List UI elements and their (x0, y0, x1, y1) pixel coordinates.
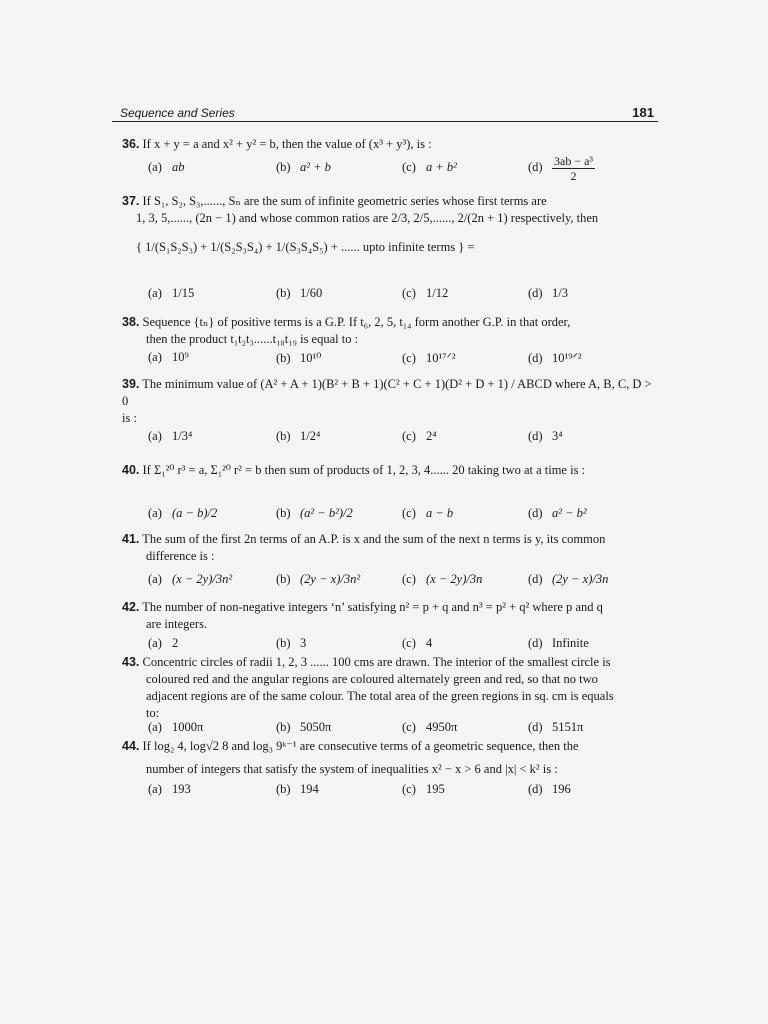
question-number: 41. (122, 532, 140, 546)
option-c: (c) 2⁴ (402, 429, 437, 443)
option-b: (b) 3 (276, 636, 307, 650)
option-d: (d) 1/3 (528, 286, 568, 300)
question-number: 44. (122, 739, 140, 753)
option-b: (b) (2y − x)/3n² (276, 572, 361, 586)
question-number: 39. (122, 377, 140, 391)
question-number: 36. (122, 137, 140, 151)
option-c: (c) (x − 2y)/3n (402, 572, 483, 586)
options-41 (148, 572, 658, 602)
option-a: (a) (x − 2y)/3n² (148, 572, 233, 586)
question-line: then the product t₁t₂t₃......t₁₈t₁₉ is equal to : (146, 332, 359, 346)
option-b: (b) 5050π (276, 720, 332, 734)
chapter-title: Sequence and Series (120, 106, 235, 120)
question-number: 37. (122, 194, 140, 208)
question-number: 43. (122, 655, 140, 669)
option-c: (c) a + b² (402, 160, 457, 174)
option-a: (a) 10⁹ (148, 350, 189, 364)
option-b: (b) (a² − b²)/2 (276, 506, 353, 520)
question-line: is : (122, 411, 137, 425)
question-36 (122, 136, 660, 153)
option-b: (b) 10¹⁰ (276, 351, 322, 365)
option-c: (c) 195 (402, 782, 445, 796)
option-a: (a) 1000π (148, 720, 204, 734)
question-line: 1, 3, 5,......, (2n − 1) and whose common ratios are 2/3, 2/5,......, 2/(2n + 1) respectively, then (136, 211, 599, 225)
option-b: (b) a² + b (276, 160, 331, 174)
question-line: Concentric circles of radii 1, 2, 3 ...... 100 cms are drawn. The interior of the smallest circle is (142, 655, 611, 669)
option-a: (a) (a − b)/2 (148, 506, 218, 520)
question-line: { 1/(S₁S₂S₃) + 1/(S₂S₃S₄) + 1/(S₃S₄S₅) + ...... upto infinite terms } = (136, 240, 475, 254)
option-a: (a) 1/15 (148, 286, 195, 300)
question-line: Sequence {tₙ} of positive terms is a G.P. If t₆, 2, 5, t₁₄ form another G.P. in that order, (142, 315, 571, 329)
option-a: (a) ab (148, 160, 185, 174)
option-b: (b) 1/60 (276, 286, 323, 300)
option-d: (d) 196 (528, 782, 571, 796)
question-42 (122, 599, 660, 633)
option-c: (c) a − b (402, 506, 454, 520)
options-36 (148, 154, 658, 190)
question-43 (122, 654, 660, 722)
option-d: (d) 3⁴ (528, 429, 563, 443)
question-number: 40. (122, 463, 140, 477)
question-line: coloured red and the angular regions are coloured alternately green and red, so that no two (146, 672, 598, 686)
option-d: (d) 10¹⁹ᐟ² (528, 351, 582, 365)
option-b: (b) 194 (276, 782, 319, 796)
question-41 (122, 531, 660, 565)
option-a: (a) 1/3⁴ (148, 429, 193, 443)
question-text: If Σ₁²⁰ r³ = a, Σ₁²⁰ r² = b then sum of products of 1, 2, 3, 4...... 20 taking two at a time is : (142, 463, 586, 477)
option-c: (c) 4950π (402, 720, 458, 734)
question-line: difference is : (146, 549, 215, 563)
question-38 (122, 314, 660, 348)
question-line: to: (146, 706, 160, 720)
question-39 (122, 376, 660, 427)
question-number: 42. (122, 600, 140, 614)
question-40 (122, 462, 660, 479)
option-c: (c) 4 (402, 636, 433, 650)
question-line: The minimum value of (A² + A + 1)(B² + B + 1)(C² + C + 1)(D² + D + 1) / ABCD where A, B, C, D > 0 (122, 377, 652, 408)
option-c: (c) 10¹⁷ᐟ² (402, 351, 456, 365)
question-line: adjacent regions are of the same colour. The total area of the green regions in sq. cm is equals (146, 689, 614, 703)
option-b: (b) 1/2⁴ (276, 429, 321, 443)
option-a: (a) 2 (148, 636, 179, 650)
question-44 (122, 738, 660, 778)
question-line: The number of non-negative integers ‘n’ satisfying n² = p + q and n³ = p² + q² where p and q (142, 600, 603, 614)
option-d: (d) Infinite (528, 636, 589, 650)
option-c: (c) 1/12 (402, 286, 449, 300)
question-text: If x + y = a and x² + y² = b, then the value of (x³ + y³), is : (142, 137, 432, 151)
options-44 (148, 782, 658, 812)
option-a: (a) 193 (148, 782, 191, 796)
option-d: (d) $\frac{\text{3ab − a³}}{2}$ (528, 154, 594, 183)
question-37 (122, 193, 660, 256)
page-number: 181 (632, 105, 654, 120)
option-d: (d) (2y − x)/3n (528, 572, 609, 586)
option-d: (d) 5151π (528, 720, 584, 734)
question-line: The sum of the first 2n terms of an A.P. is x and the sum of the next n terms is y, its common (142, 532, 606, 546)
question-line: If log₂ 4, log√2 8 and log₃ 9ᵏ⁻¹ are consecutive terms of a geometric sequence, then the (142, 739, 579, 753)
book-page (112, 96, 664, 806)
question-number: 38. (122, 315, 140, 329)
running-header (112, 106, 658, 122)
options-39 (148, 429, 658, 459)
question-line: If S₁, S₂, S₃,......, Sₙ are the sum of infinite geometric series whose first terms are (142, 194, 547, 208)
question-line: number of integers that satisfy the system of inequalities x² − x > 6 and |x| < k² is : (146, 762, 558, 776)
options-37 (148, 286, 658, 316)
option-d: (d) a² − b² (528, 506, 587, 520)
question-line: are integers. (146, 617, 208, 631)
